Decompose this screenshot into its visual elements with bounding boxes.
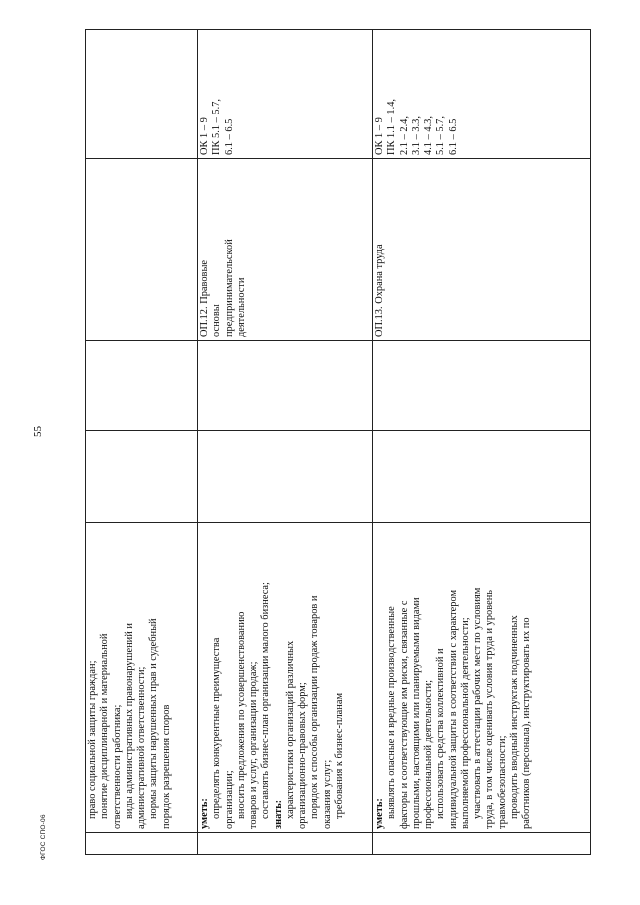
skill-line: организационно-правовых форм;	[297, 682, 309, 829]
table-row	[86, 30, 198, 855]
competency-line: 2.1 – 2.4,	[398, 116, 410, 155]
discipline-line: основы	[211, 304, 223, 337]
empty-cell	[86, 341, 198, 431]
section-heading: знать:	[272, 799, 284, 829]
discipline-line: предпринимательской	[223, 239, 235, 337]
page-number: 55	[32, 426, 44, 437]
table-row	[373, 30, 591, 855]
skill-line: определять конкурентные преимущества	[211, 637, 223, 819]
competencies-cell	[86, 30, 198, 159]
competencies-cell	[373, 30, 591, 159]
skill-line: труда, в том числе оценивать условия труда и уровень	[484, 589, 496, 829]
skill-line: ответственности работника;	[111, 704, 123, 829]
discipline-cell	[373, 159, 591, 341]
skill-line: профессиональной деятельности;	[423, 679, 435, 829]
table-row	[198, 30, 373, 855]
skill-line: прошлыми, настоящими или планируемыми видами	[410, 597, 422, 829]
section-heading: уметь:	[374, 798, 385, 829]
skill-line: вносить предложения по усовершенствованию	[235, 611, 247, 819]
skill-line: участвовать в аттестации рабочих мест по условиям	[472, 587, 484, 819]
skill-line: индивидуальной защиты в соответствии с характером	[447, 589, 459, 829]
skill-line: порядок и способы организации продаж товаров и	[309, 595, 321, 819]
skill-line: выявлять опасные и вредные производственные	[386, 606, 398, 819]
discipline-line: ОП.13. Охрана труда	[374, 244, 385, 337]
competency-line: ОК 1 – 9	[199, 117, 210, 155]
discipline-cell	[198, 159, 373, 341]
empty-cell	[86, 431, 198, 523]
skill-line: право социальной защиты граждан;	[87, 660, 98, 819]
skill-line: нормы защиты нарушенных прав и судебный	[148, 618, 160, 819]
skills-knowledge-cell	[373, 523, 591, 833]
skill-line: административной ответственности;	[136, 666, 148, 829]
competency-line: 3.1 – 3.3,	[410, 116, 422, 155]
curriculum-table	[85, 29, 591, 855]
skill-line: виды административных правонарушений и	[123, 623, 135, 819]
discipline-line: ОП.12. Правовые	[199, 259, 210, 337]
competency-line: 6.1 – 6.5	[223, 118, 235, 155]
skill-line: требования к бизнес-планам	[333, 692, 345, 819]
discipline-line: деятельности	[235, 277, 247, 337]
skill-line: использовать средства коллективной и	[435, 648, 447, 819]
rotated-table-container	[85, 30, 590, 855]
empty-cell	[373, 341, 591, 431]
skill-line: организации;	[223, 770, 235, 829]
skill-line: травмобезопасности;	[496, 735, 508, 829]
skill-line: понятие дисциплинарной и материальной	[99, 633, 111, 819]
document-footer: ФГОС СПО-06	[40, 814, 47, 860]
skill-line: характеристики организаций различных	[284, 640, 296, 819]
empty-cell	[373, 431, 591, 523]
skill-line: факторы и соответствующие им риски, связанные с	[398, 600, 410, 829]
skill-line: выполняемой профессиональной деятельности;	[459, 617, 471, 829]
section-heading: уметь:	[199, 798, 210, 829]
skills-knowledge-cell	[198, 523, 373, 833]
empty-cell	[198, 341, 373, 431]
skill-line: порядок разрешения споров	[160, 704, 172, 829]
empty-cell	[86, 833, 198, 855]
competency-line: 4.1 – 4.3,	[423, 116, 435, 155]
discipline-cell	[86, 159, 198, 341]
empty-cell	[373, 833, 591, 855]
competencies-cell	[198, 30, 373, 159]
empty-cell	[198, 431, 373, 523]
skill-line: составлять бизнес-план организации малого бизнеса;	[260, 582, 272, 819]
skill-line: работников (персонала), инструктировать их по	[521, 617, 533, 829]
competency-line: 6.1 – 6.5	[447, 118, 459, 155]
competency-line: ОК 1 – 9	[374, 117, 385, 155]
skills-knowledge-cell	[86, 523, 198, 833]
competency-line: ПК 5.1 – 5.7,	[211, 99, 223, 155]
skill-line: проводить вводный инструктаж подчиненных	[508, 615, 520, 819]
skill-line: оказания услуг;	[321, 759, 333, 829]
skill-line: товаров и услуг, организации продаж;	[248, 661, 260, 829]
competency-line: ПК 1.1 – 1.4,	[386, 99, 398, 155]
empty-cell	[198, 833, 373, 855]
competency-line: 5.1 – 5.7,	[435, 116, 447, 155]
